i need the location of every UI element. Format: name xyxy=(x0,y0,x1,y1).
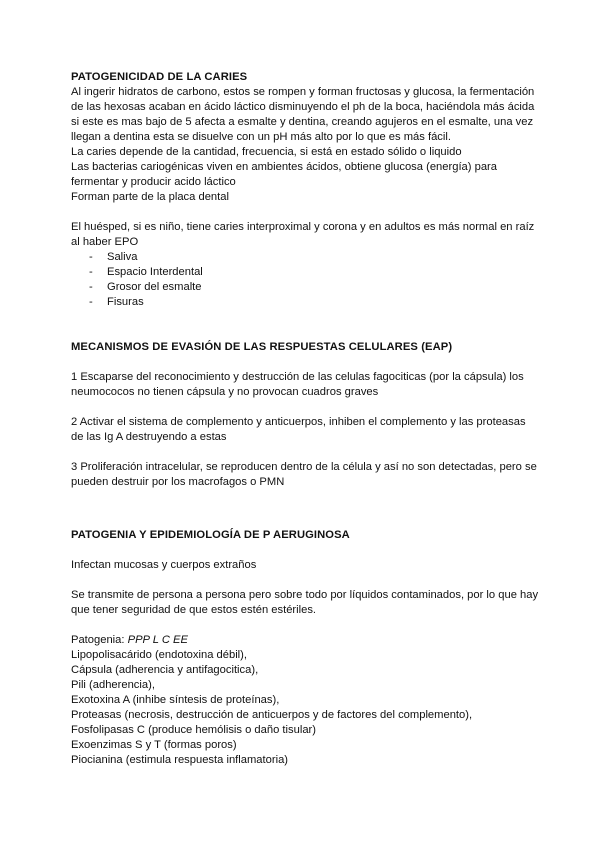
section-title: MECANISMOS DE EVASIÓN DE LAS RESPUESTAS CELULARES (EAP) xyxy=(71,341,453,353)
list-item: Exoenzimas S y T (formas poros) xyxy=(71,739,237,751)
list-item: Cápsula (adherencia y antifagocitica), xyxy=(71,664,259,676)
list-item: Lipopolisacárido (endotoxina débil), xyxy=(71,649,248,661)
section-title: PATOGENICIDAD DE LA CARIES xyxy=(71,71,248,83)
list-item: Fosfolipasas C (produce hemólisis o daño tisular) xyxy=(71,724,316,736)
paragraph: Al ingerir hidratos de carbono, estos se rompen y forman fructosas y glucosa, la fermentación de las hexosas acaban en ácido láctico disminuyendo el ph de la boca, haciéndola más ácida si este es mas bajo de 5 afecta a esmalte y dentina, creando agujeros en el esmalte, una vez llegan a dentina esta se disuelve con un pH más alto por lo que es más fácil. xyxy=(71,86,535,143)
paragraph: El huésped, si es niño, tiene caries interproximal y corona y en adultos es más normal en raíz al haber EPO xyxy=(71,221,535,248)
list-item: - Fisuras xyxy=(71,295,540,310)
paragraph: Se transmite de persona a persona pero sobre todo por líquidos contaminados, por lo que hay que tener seguridad de que estos estén estériles. xyxy=(71,589,539,616)
list-item: - Saliva xyxy=(71,250,540,265)
section-title: PATOGENIA Y EPIDEMIOLOGÍA DE P AERUGINOSA xyxy=(71,529,350,541)
paragraph: La caries depende de la cantidad, frecuencia, si está en estado sólido o liquido xyxy=(71,146,462,158)
paragraph: 1 Escaparse del reconocimiento y destrucción de las celulas fagociticas (por la cápsula) los neumococos no tienen cápsula y no provocan cuadros graves xyxy=(71,371,524,398)
list-item: Exotoxina A (inhibe síntesis de proteínas), xyxy=(71,694,280,706)
patogenia-line xyxy=(71,633,540,648)
dash-list xyxy=(71,250,540,310)
list-item: Proteasas (necrosis, destrucción de anticuerpos y de factores del complemento), xyxy=(71,709,473,721)
paragraph: Las bacterias cariogénicas viven en ambientes ácidos, obtiene glucosa (energía) para fermentar y producir acido láctico xyxy=(71,161,497,188)
list-item: - Grosor del esmalte xyxy=(71,280,540,295)
section-caries xyxy=(71,70,540,310)
patogenia-label: Patogenia: xyxy=(71,634,125,646)
paragraph: Infectan mucosas y cuerpos extraños xyxy=(71,559,257,571)
section-aeruginosa xyxy=(71,528,540,768)
section-eap xyxy=(71,340,540,490)
list-item: Piocianina (estimula respuesta inflamatoria) xyxy=(71,754,289,766)
paragraph: 2 Activar el sistema de complemento y anticuerpos, inhiben el complemento y las proteasas de las Ig A destruyendo a estas xyxy=(71,416,526,443)
patogenia-code: PPP L C EE xyxy=(127,634,188,646)
paragraph: 3 Proliferación intracelular, se reproducen dentro de la célula y así no son detectadas, pero se pueden destruir por los macrofagos o PMN xyxy=(71,461,537,488)
list-item: Pili (adherencia), xyxy=(71,679,155,691)
paragraph: Forman parte de la placa dental xyxy=(71,191,229,203)
list-item: - Espacio Interdental xyxy=(71,265,540,280)
